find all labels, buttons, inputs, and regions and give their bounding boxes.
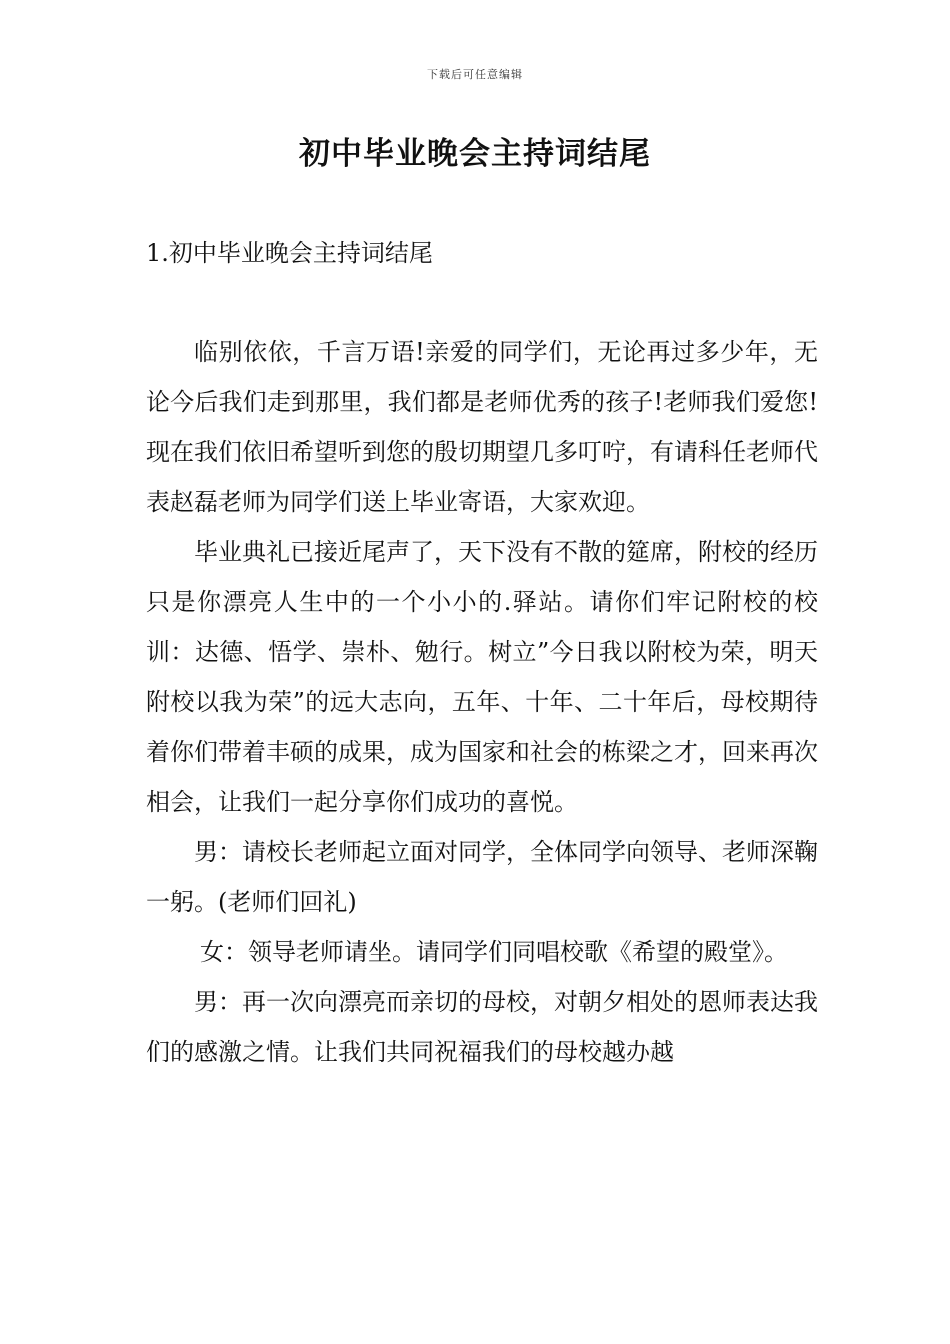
paragraph-farewell: 临别依依，千言万语!亲爱的同学们，无论再过多少年，无论今后我们走到那里，我们都是老师优秀的孩子!老师我们爱您!现在我们依旧希望听到您的殷切期望几多叮咛，有请科任老师代表赵磊老师为同学们送上毕业寄语，大家欢迎。 [146,338,818,516]
document-title: 初中毕业晚会主持词结尾 [299,136,651,172]
header-note: 下载后可任意编辑 [427,68,523,81]
paragraph-female-host-song: 女：领导老师请坐。请同学们同唱校歌《希望的殿堂》。 [200,938,788,966]
document-body [146,327,818,1077]
paragraph-male-host-thanks: 男：再一次向漂亮而亲切的母校，对朝夕相处的恩师表达我们的感激之情。让我们共同祝福我们的母校越办越 [146,988,818,1066]
paragraph-male-host-bow: 男：请校长老师起立面对同学，全体同学向领导、老师深鞠一躬。(老师们回礼) [146,838,818,916]
section-heading: 1.初中毕业晚会主持词结尾 [146,239,433,267]
paragraph-ceremony-ending: 毕业典礼已接近尾声了，天下没有不散的筵席，附校的经历只是你漂亮人生中的一个小小的.驿站。请你们牢记附校的校训：达德、悟学、崇朴、勉行。树立”今日我以附校为荣，明天附校以我为荣”的远大志向，五年、十年、二十年后，母校期待着你们带着丰硕的成果，成为国家和社会的栋梁之才，回来再次相会，让我们一起分享你们成功的喜悦。 [146,538,818,816]
